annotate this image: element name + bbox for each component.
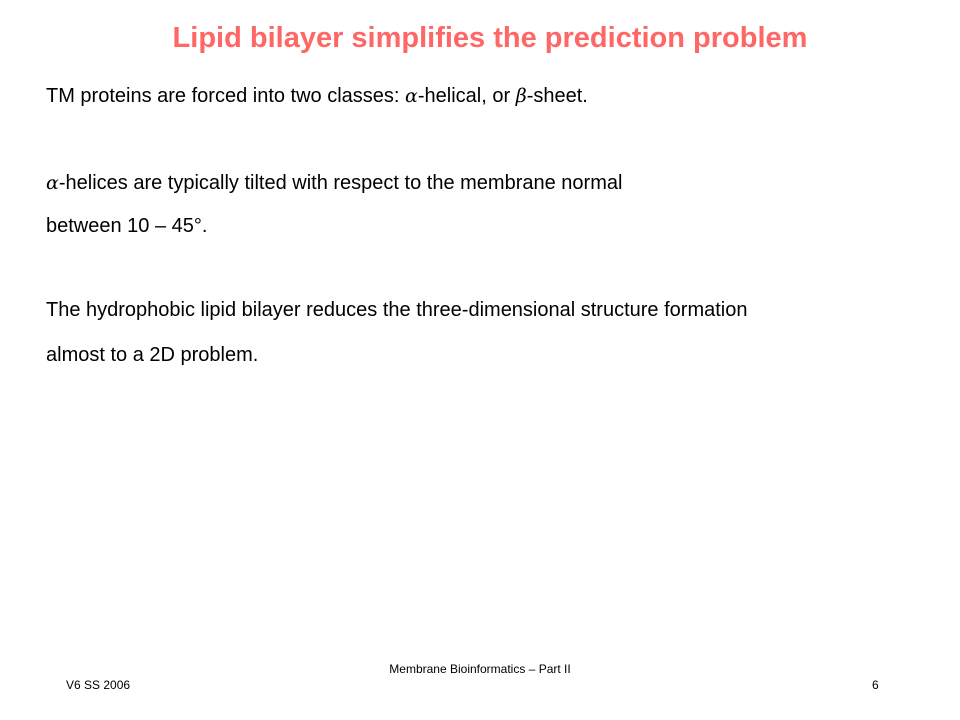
beta-symbol: β bbox=[515, 85, 527, 107]
footer-page-number: 6 bbox=[872, 678, 879, 692]
body-line-4: The hydrophobic lipid bilayer reduces the three-dimensional structure formation bbox=[46, 299, 748, 321]
body-text: TM proteins are forced into two classes: bbox=[46, 85, 406, 107]
slide-title: Lipid bilayer simplifies the prediction problem bbox=[172, 22, 808, 54]
footer-lecture-id: V6 SS 2006 bbox=[66, 678, 131, 692]
body-text: -helices are typically tilted with respect to the membrane normal bbox=[58, 172, 623, 194]
alpha-symbol: α bbox=[405, 85, 418, 107]
body-line-5: almost to a 2D problem. bbox=[46, 344, 259, 366]
body-line-3: between 10 – 45°. bbox=[46, 215, 208, 237]
body-line-1 bbox=[46, 84, 588, 108]
footer-course-title: Membrane Bioinformatics – Part II bbox=[389, 662, 571, 676]
body-text: -sheet. bbox=[526, 85, 588, 107]
alpha-symbol: α bbox=[46, 172, 59, 194]
body-text: -helical, or bbox=[417, 85, 516, 107]
body-line-2 bbox=[46, 171, 622, 195]
